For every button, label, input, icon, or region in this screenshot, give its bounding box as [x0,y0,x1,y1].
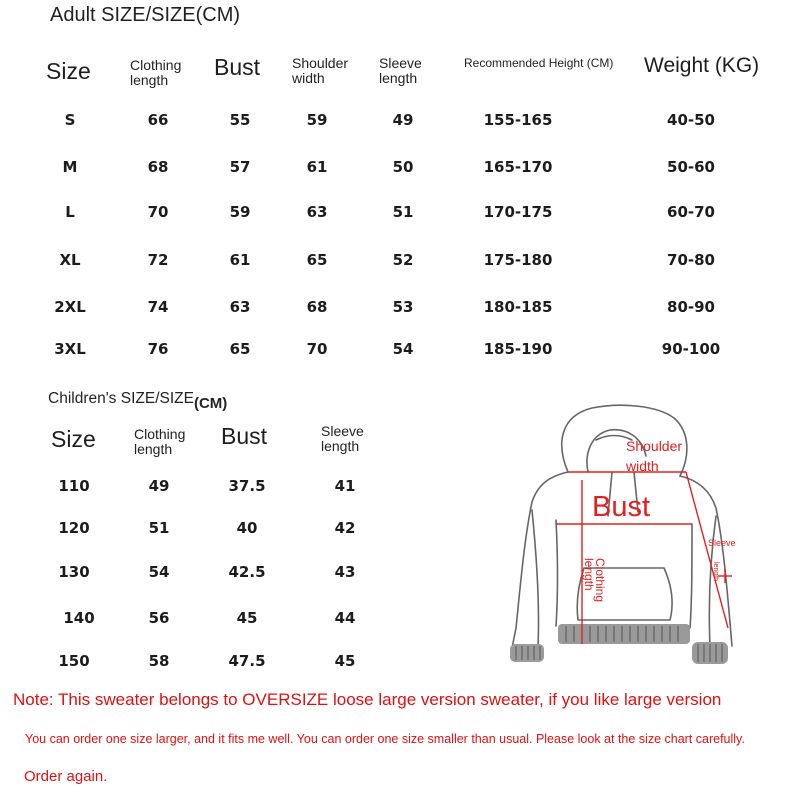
adult-table-cell: 66 [147,111,169,129]
adult-header-sleeve-length: Sleeve length [379,55,422,86]
clothing-length-label: Clothing length [582,558,607,603]
adult-table-cell: 65 [306,251,328,269]
children-table-cell: 47.5 [228,652,266,670]
adult-table-cell: 50-60 [667,158,715,176]
hoodie-ribbing [510,624,728,664]
adult-table-cell: 68 [306,298,328,316]
adult-table-cell: 59 [306,111,328,129]
adult-table-cell: 70 [147,203,169,221]
order-again-note: Order again. [24,768,108,785]
adult-table-cell: 61 [229,251,251,269]
children-table-cell: 44 [334,609,356,627]
hoodie-outline [512,405,732,648]
children-table-cell: 54 [148,563,170,581]
children-table-cell: 42.5 [228,563,266,581]
children-header-clothing-length: Clothing length [134,426,186,457]
adult-table-cell: 61 [306,158,328,176]
adult-table-cell: 170-175 [483,203,553,221]
adult-table-cell: 80-90 [667,298,715,316]
children-title-unit: (CM) [193,395,228,412]
children-table-cell: 56 [148,609,170,627]
adult-table-cell: 40-50 [667,111,715,129]
adult-table-cell: 185-190 [483,340,553,358]
children-size-label: 140 [63,609,95,627]
adult-table-cell: 59 [229,203,251,221]
adult-table-cell: 50 [392,158,414,176]
children-table-cell: 41 [334,477,356,495]
children-size-label: 150 [58,652,90,670]
oversize-note: Note: This sweater belongs to OVERSIZE loose large version sweater, if you like large version [13,690,722,709]
adult-table-cell: 90-100 [661,340,721,358]
children-table-cell: 49 [148,477,170,495]
adult-table-cell: 155-165 [483,111,553,129]
adult-size-label: L [65,203,75,221]
bust-label: Bust [592,491,651,523]
children-header-sleeve-length: Sleeve length [321,423,364,454]
children-table-cell: 45 [334,652,356,670]
sleeve-label: Sleeve [708,538,736,548]
children-header-bust: Bust [221,423,268,449]
shoulder-width-label: Shoulder [626,438,683,454]
adult-header-weight: Weight (KG) [644,54,760,77]
children-header-size: Size [51,426,96,452]
adult-table-title: Adult SIZE/SIZE(CM) [50,4,241,26]
adult-table-cell: 180-185 [483,298,553,316]
adult-table-cell: 76 [147,340,169,358]
children-title-text: Children's SIZE/SIZE [48,390,194,407]
children-table-cell: 51 [148,519,170,537]
children-table-cell: 45 [236,609,258,627]
adult-size-label: 3XL [54,340,86,358]
adult-table-cell: 63 [306,203,328,221]
adult-table-cell: 52 [392,251,414,269]
children-table-cell: 40 [236,519,258,537]
measurement-labels [582,438,736,605]
children-table-cell: 37.5 [228,477,266,495]
adult-size-label: M [62,158,78,176]
adult-table-cell: 53 [392,298,414,316]
adult-table-cell: 60-70 [667,203,715,221]
hoodie-measurement-diagram [496,400,750,675]
children-table-cell: 58 [148,652,170,670]
sizing-advice: You can order one size larger, and it fits me well. You can order one size smaller than usual. Please look at the size chart carefully. [25,732,745,746]
adult-header-shoulder-width: Shoulder width [292,55,349,86]
adult-table-cell: 175-180 [483,251,553,269]
adult-table-cell: 74 [147,298,169,316]
sleeve-label-line2: length [712,562,719,582]
children-table-title [48,390,228,412]
adult-table-cell: 51 [392,203,414,221]
children-table-cell: 43 [334,563,356,581]
children-table-cell: 42 [334,519,356,537]
adult-table-cell: 65 [229,340,251,358]
adult-table-cell: 55 [229,111,251,129]
adult-table-cell: 63 [229,298,251,316]
adult-header-clothing-length: Clothing length [130,57,182,88]
shoulder-width-label-line2: width [626,458,659,474]
adult-header-bust: Bust [214,54,261,80]
adult-header-recommended-height: Recommended Height (CM) [464,56,614,70]
adult-size-label: 2XL [54,298,86,316]
adult-table-cell: 49 [392,111,414,129]
children-size-label: 130 [58,563,90,581]
adult-table-cell: 70 [306,340,328,358]
children-size-label: 120 [58,519,90,537]
adult-size-label: XL [59,251,81,269]
adult-table-cell: 68 [147,158,169,176]
adult-header-size: Size [46,58,91,84]
children-size-label: 110 [58,477,90,495]
adult-table-cell: 57 [229,158,251,176]
adult-table-cell: 165-170 [483,158,553,176]
adult-size-label: S [64,111,76,129]
adult-table-cell: 72 [147,251,169,269]
adult-table-cell: 54 [392,340,414,358]
adult-table-cell: 70-80 [667,251,715,269]
